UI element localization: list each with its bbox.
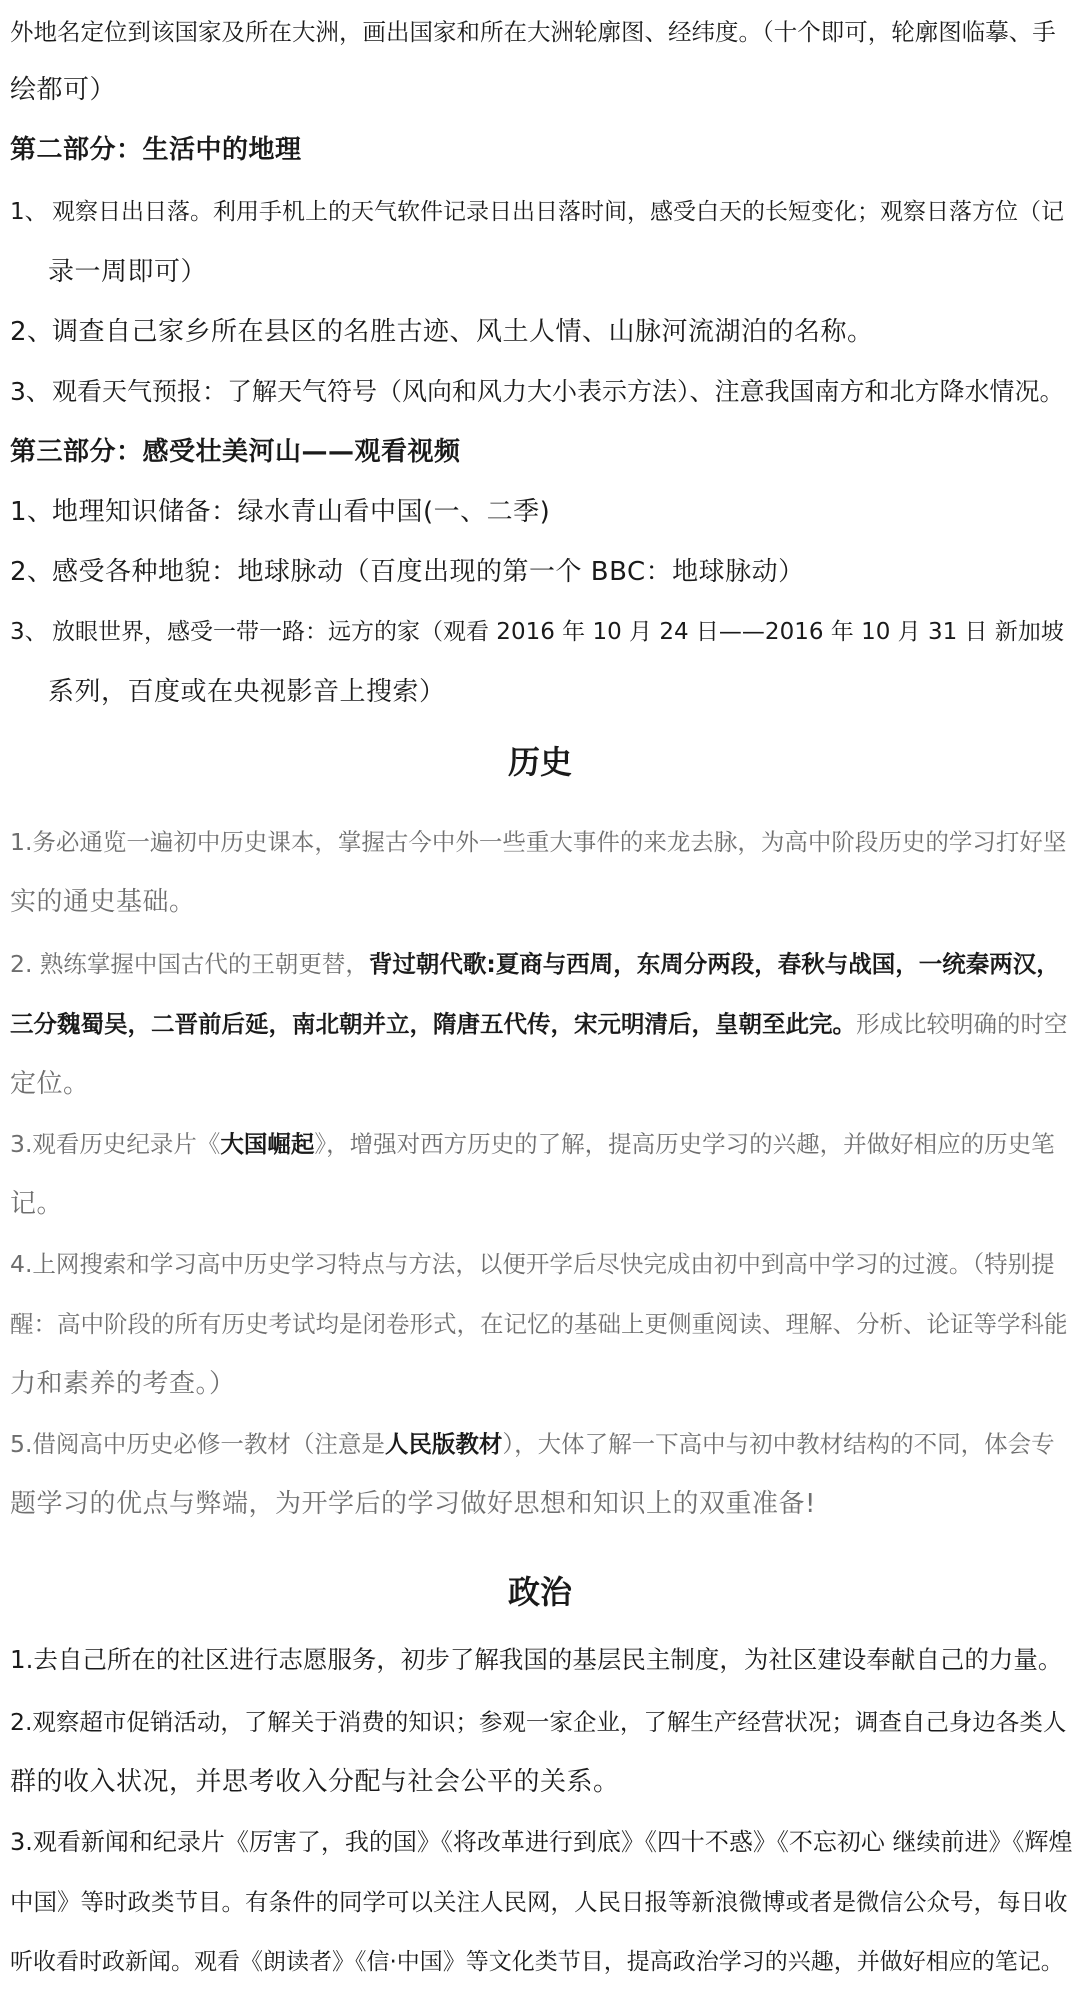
item-number: 2、 — [10, 317, 54, 347]
politics-heading: 政治 — [507, 1573, 572, 1611]
history-p1-line-1: 1.务必通览一遍初中历史课本，掌握古今中外一些重大事件的来龙去脉，为高中阶段历史的学习打好坚 — [10, 828, 1067, 856]
history-p5-text-rest: ），大体了解一下高中与初中教材结构的不同，体会专 — [502, 1430, 1055, 1458]
item-text: 调查自己家乡所在县区的名胜古迹、风土人情、山脉河流湖泊的名称。 — [52, 317, 874, 347]
history-p4-line-3: 力和素养的考查。） — [10, 1369, 236, 1399]
geo-part3-item-2 — [10, 552, 1074, 592]
item-number: 2、 — [10, 557, 54, 587]
history-p5-line-2: 题学习的优点与弊端，为开学后的学习做好思想和知识上的双重准备! — [10, 1489, 816, 1519]
history-p2-dynasty-song: 背过朝代歌:夏商与西周，东周分两段，春秋与战国，一统秦两汉， — [368, 950, 1060, 978]
geo-part3-item-1 — [10, 492, 1074, 532]
politics-p2-line-1: 2.观察超市促销活动，了解关于消费的知识；参观一家企业，了解生产经营状况；调查自己身边各类人 — [10, 1708, 1067, 1736]
politics-p2-line-2: 群的收入状况，并思考收入分配与社会公平的关系。 — [10, 1767, 620, 1797]
history-p5-line-1 — [10, 1424, 1074, 1464]
politics-p1-line-1: 1.去自己所在的社区进行志愿服务，初步了解我国的基层民主制度，为社区建设奉献自己的力量。 — [10, 1645, 1063, 1674]
geo-part2-item-2 — [10, 312, 1074, 352]
geo-part3-item-3 — [10, 612, 1074, 652]
history-p4-line-2: 醒：高中阶段的所有历史考试均是闭卷形式，在记忆的基础上更侧重阅读、理解、分析、论证等学科能 — [10, 1310, 1068, 1338]
history-p5-text: 5.借阅高中历史必修一教材（注意是 — [10, 1430, 385, 1458]
history-p2-text: 2. 熟练掌握中国古代的王朝更替， — [10, 950, 369, 978]
history-p5-textbook: 人民版教材 — [384, 1430, 503, 1458]
geo-part3-title: 第三部分：感受壮美河山——观看视频 — [10, 437, 461, 467]
geo-intro-line-1: 外地名定位到该国家及所在大洲，画出国家和所在大洲轮廓图、经纬度。（十个即可，轮廓图临摹、手 — [10, 18, 1056, 46]
geo-part2-item-1-cont: 录一周即可） — [48, 257, 208, 287]
geo-intro-line-2: 绘都可） — [10, 75, 117, 105]
history-heading: 历史 — [507, 743, 572, 781]
geo-part2-item-1 — [10, 192, 1074, 232]
item-number: 3、 — [10, 377, 51, 406]
politics-p3-line-3: 听收看时政新闻。观看《朗读者》《信·中国》等文化类节目，提高政治学习的兴趣，并做好相应的笔记。 — [10, 1949, 1064, 1975]
item-number: 3、 — [10, 619, 48, 645]
item-text: 放眼世界，感受一带一路：远方的家（观看 2016 年 10 月 24 日——2016 年 10 月 31 日 新加坡 — [52, 619, 1064, 645]
politics-p3-line-2: 中国》等时政类节目。有条件的同学可以关注人民网，人民日报等新浪微博或者是微信公众号，每日收 — [10, 1888, 1068, 1916]
history-p3-line-2: 记。 — [10, 1189, 64, 1219]
history-p3-line-1 — [10, 1124, 1074, 1164]
item-number: 1、 — [10, 199, 48, 225]
history-p3-text-rest: 》，增强对西方历史的了解，提高历史学习的兴趣，并做好相应的历史笔 — [314, 1130, 1055, 1158]
history-p2-line-1 — [10, 944, 1074, 984]
history-p2-line-2 — [10, 1004, 1074, 1044]
history-p2-line-3: 定位。 — [10, 1069, 90, 1099]
geo-part3-item-3-cont: 系列，百度或在央视影音上搜索） — [48, 677, 446, 707]
history-p1-line-2: 实的通史基础。 — [10, 887, 196, 917]
history-p4-line-1: 4.上网搜索和学习高中历史学习特点与方法，以便开学后尽快完成由初中到高中学习的过渡。（特别提 — [10, 1250, 1055, 1278]
item-text: 观察日出日落。利用手机上的天气软件记录日出日落时间，感受白天的长短变化；观察日落方位（记 — [52, 199, 1064, 225]
item-text: 感受各种地貌：地球脉动（百度出现的第一个 BBC：地球脉动） — [52, 557, 805, 587]
history-p2-dynasty-song-cont: 三分魏蜀吴，二晋前后延，南北朝并立，隋唐五代传，宋元明清后，皇朝至此完。 — [10, 1010, 856, 1038]
item-text: 地理知识储备：绿水青山看中国(一、二季) — [52, 497, 551, 527]
item-number: 1、 — [10, 497, 54, 527]
history-p3-film-title: 大国崛起 — [220, 1130, 315, 1158]
geo-part2-title: 第二部分：生活中的地理 — [10, 135, 302, 165]
geo-part2-item-3 — [10, 372, 1074, 412]
politics-p3-line-1: 3.观看新闻和纪录片《厉害了，我的国》《将改革进行到底》《四十不惑》《不忘初心 继续前进》《辉煌 — [10, 1828, 1073, 1856]
history-p2-text-cont: 形成比较明确的时空 — [856, 1010, 1068, 1038]
item-text: 观看天气预报：了解天气符号（风向和风力大小表示方法）、注意我国南方和北方降水情况。 — [52, 377, 1065, 406]
history-p3-text: 3.观看历史纪录片《 — [10, 1130, 221, 1158]
